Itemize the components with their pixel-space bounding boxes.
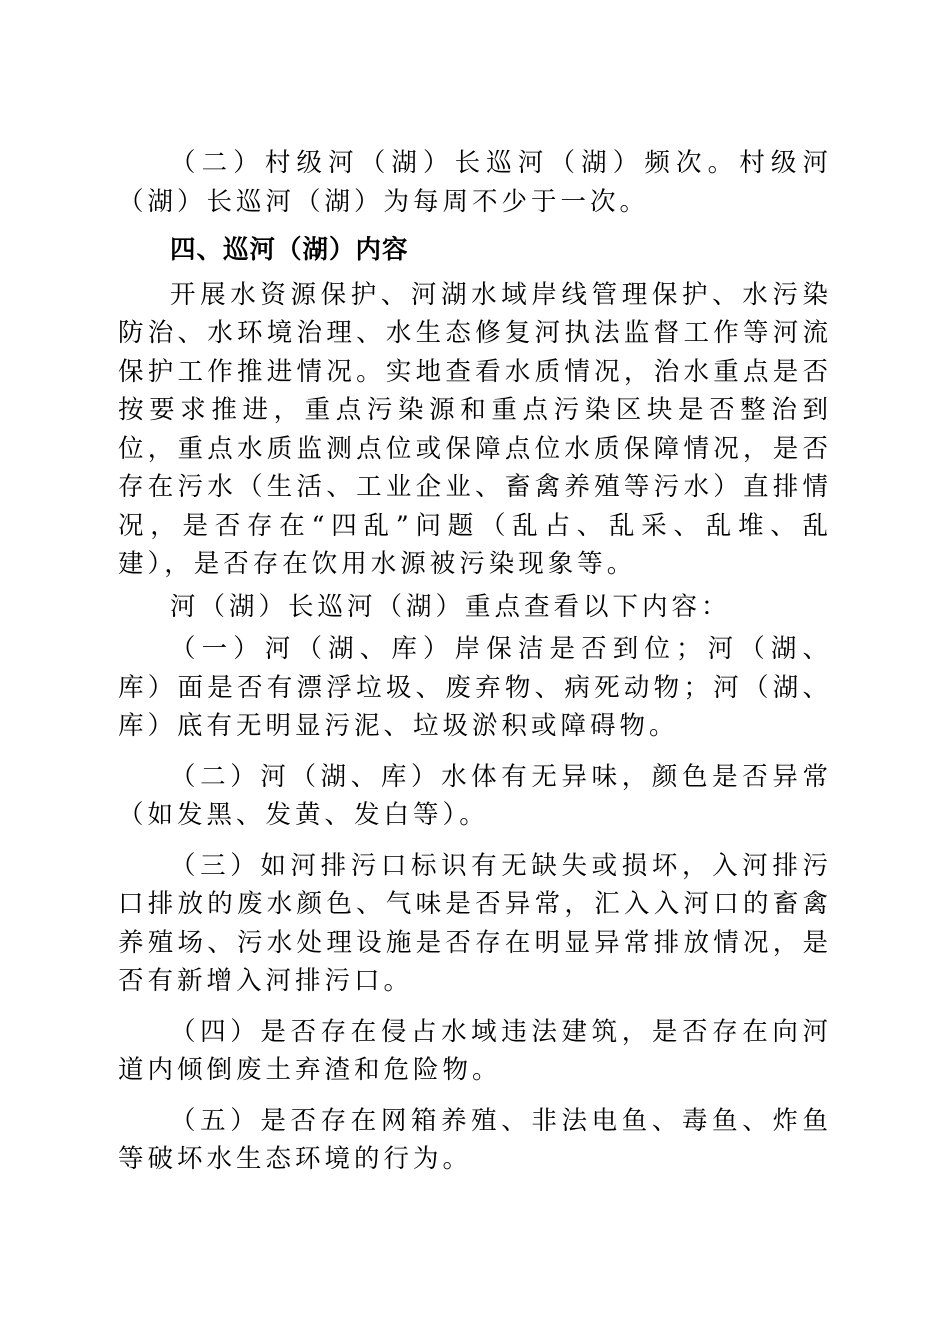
paragraph-item-5: （五）是否存在网箱养殖、非法电鱼、毒鱼、炸鱼等破坏水生态环境的行为。 [118,1105,832,1174]
paragraph-item-3: （三）如河排污口标识有无缺失或损坏，入河排污口排放的废水颜色、气味是否异常，汇入入河口的畜禽养殖场、污水处理设施是否存在明显异常排放情况，是否有新增入河排污口。 [118,850,832,996]
paragraph-item-1: （一）河（湖、库）岸保洁是否到位；河（湖、库）面是否有漂浮垃圾、废弃物、病死动物；河（湖、库）底有无明显污泥、垃圾淤积或障碍物。 [118,634,832,741]
paragraph-key-items-intro: 河（湖）长巡河（湖）重点查看以下内容： [170,591,731,622]
document-page [118,144,832,1179]
paragraph-item-4: （四）是否存在侵占水域违法建筑，是否存在向河道内倾倒废土弃渣和危险物。 [118,1016,832,1085]
paragraph-inspection-overview: 开展水资源保护、河湖水域岸线管理保护、水污染防治、水环境治理、水生态修复河执法监督工作等河流保护工作推进情况。实地查看水质情况，治水重点是否按要求推进，重点污染源和重点污染区块是否整治到位，重点水质监测点位或保障点位水质保障情况，是否存在污水（生活、工业企业、畜禽养殖等污水）直排情况，是否存在“四乱”问题（乱占、乱采、乱堆、乱建），是否存在饮用水源被污染现象等。 [118,279,832,579]
section-heading-inspection-content: 四、巡河（湖）内容 [170,235,409,265]
paragraph-inspection-frequency: （二）村级河（湖）长巡河（湖）频次。村级河（湖）长巡河（湖）为每周不少于一次。 [118,148,832,217]
paragraph-item-2: （二）河（湖、库）水体有无异味，颜色是否异常（如发黑、发黄、发白等）。 [118,761,832,830]
